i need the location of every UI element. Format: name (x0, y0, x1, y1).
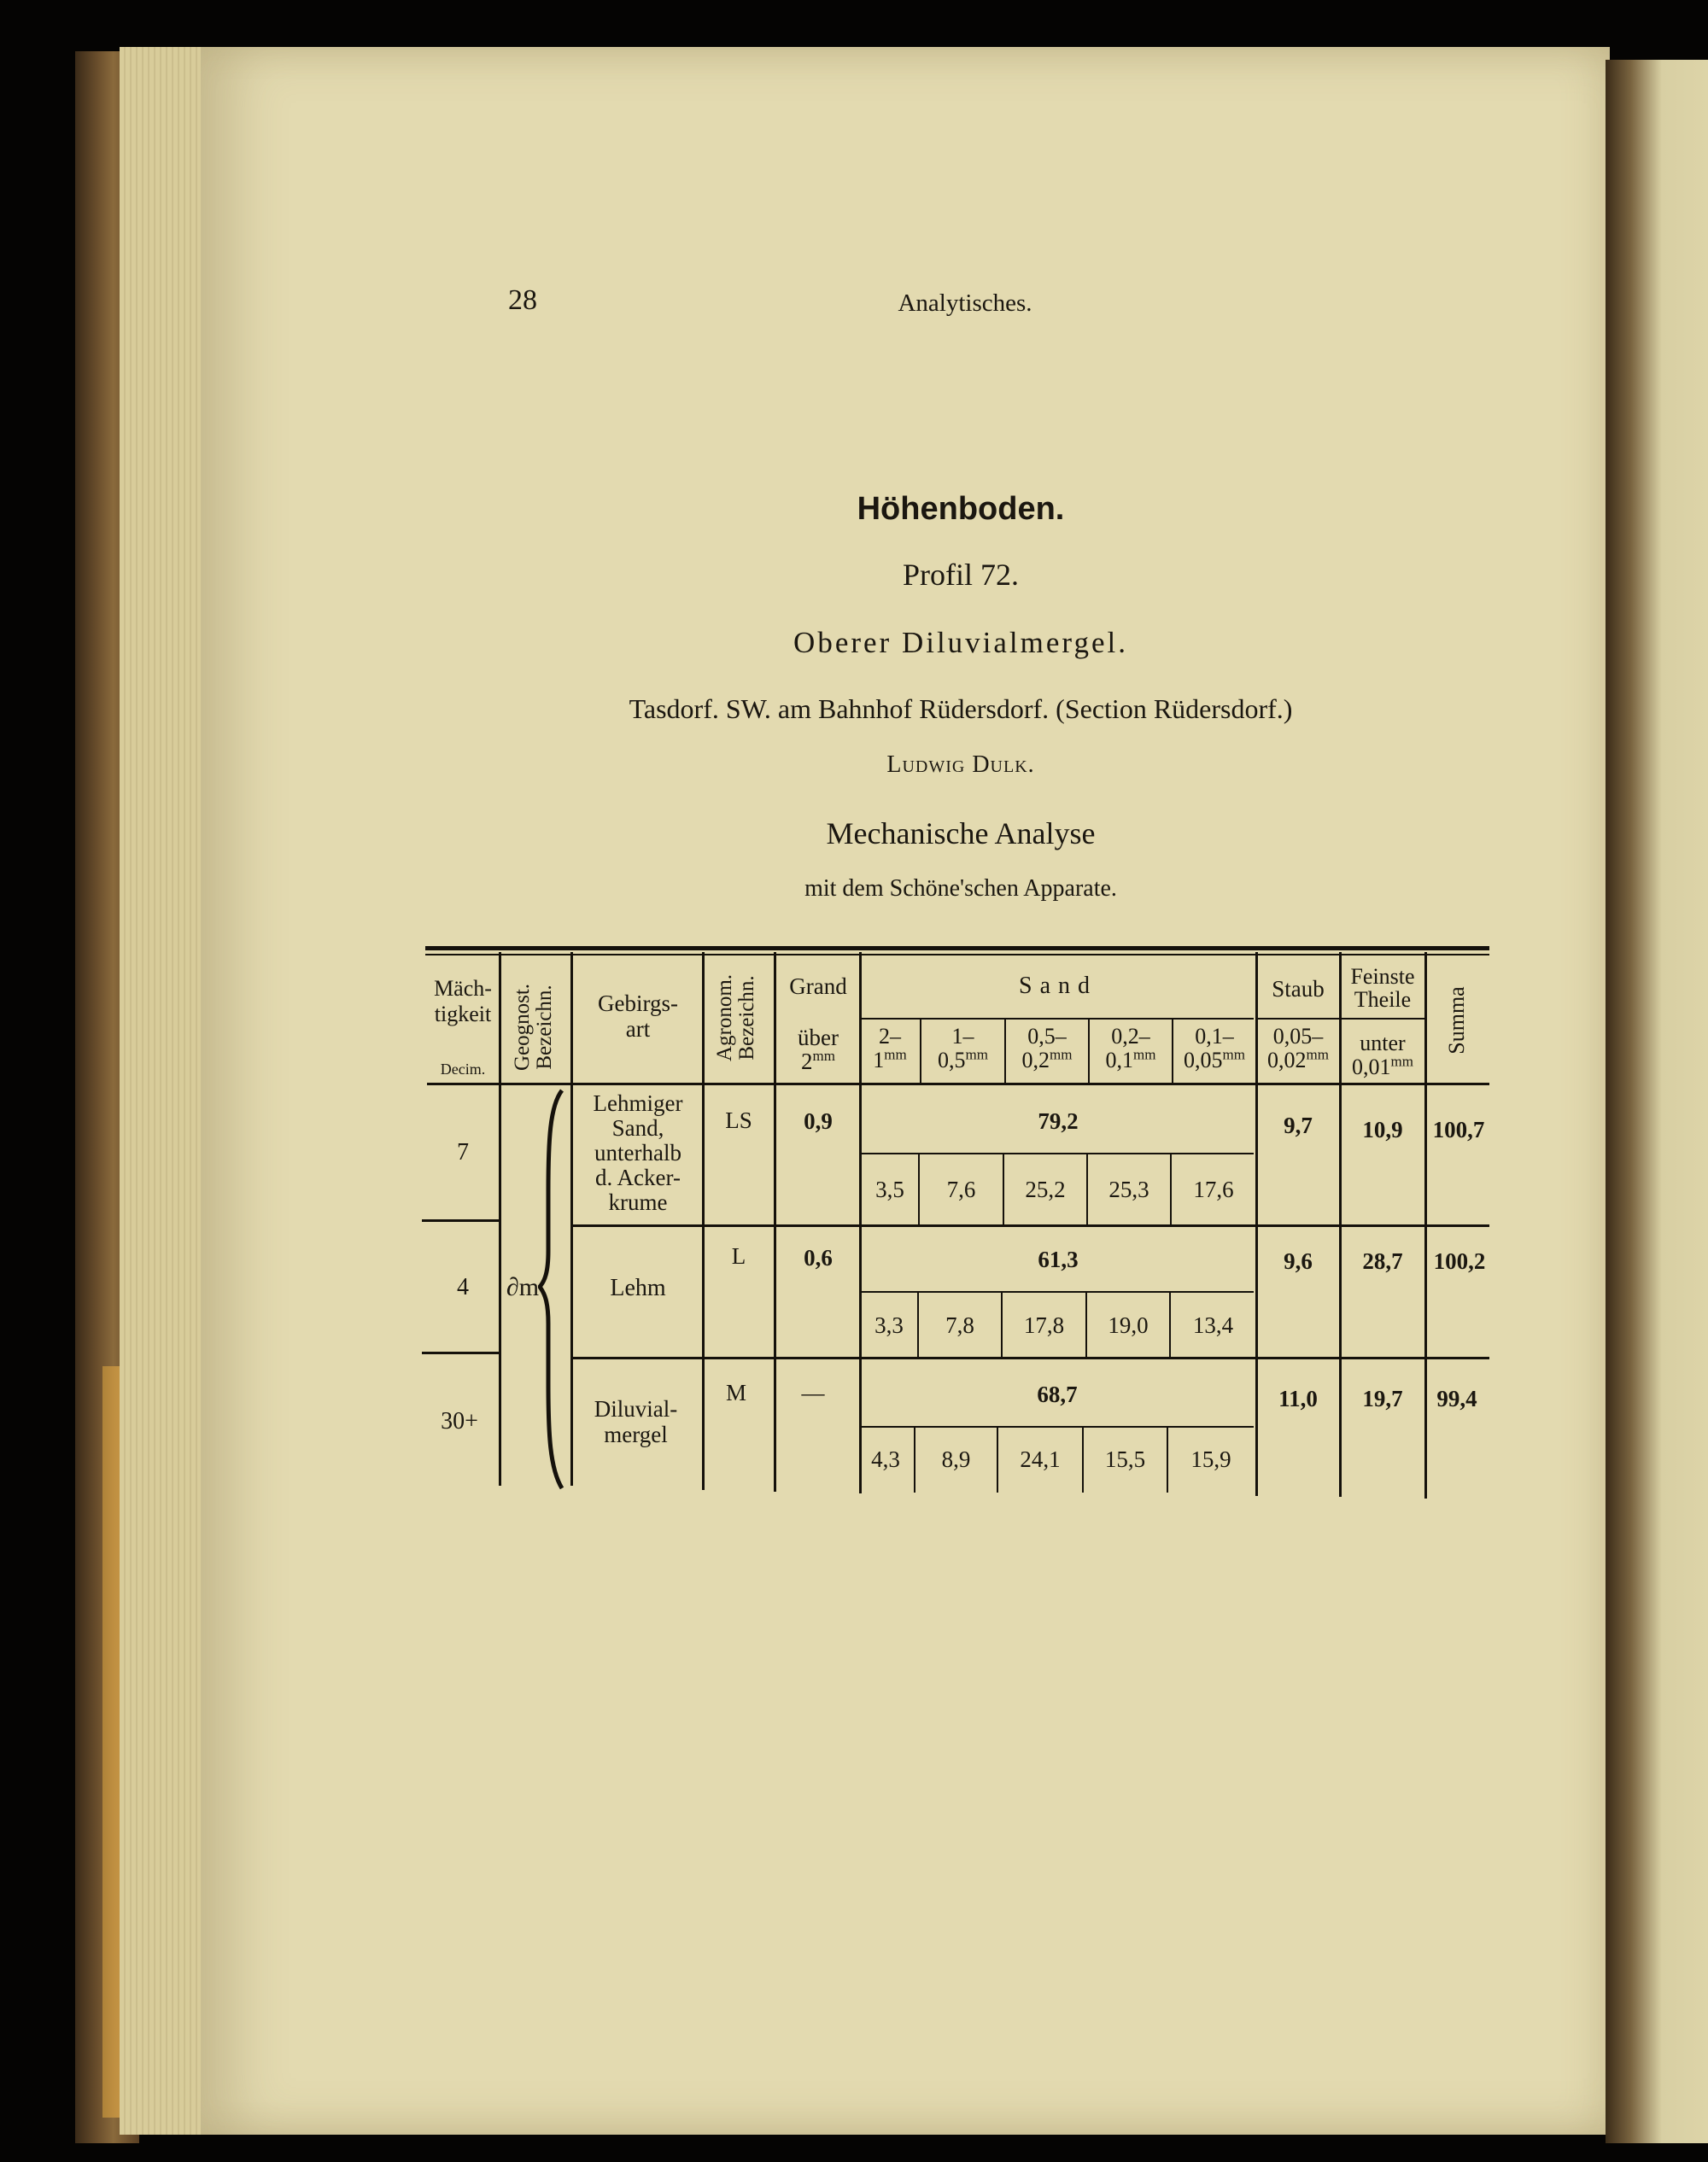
header-maechtigkeit: Mäch- tigkeit (434, 976, 492, 1026)
mm-unit: mm (1390, 1053, 1413, 1070)
mm-unit: mm (1222, 1046, 1245, 1063)
row3-staub: 11,0 (1278, 1386, 1318, 1411)
header-sub-rule (1257, 1018, 1339, 1020)
row3-sand-3: 24,1 (1020, 1446, 1061, 1472)
header-summa: Summa (1444, 986, 1469, 1055)
sand-total-rule (861, 1153, 1254, 1154)
table-top-rule-thin (425, 954, 1489, 955)
section-title: Höhenboden. (857, 491, 1065, 527)
row1-summa: 100,7 (1432, 1117, 1485, 1142)
row-rule (570, 1357, 1489, 1359)
col-rule (702, 952, 705, 1490)
location-line: Tasdorf. SW. am Bahnhof Rüdersdorf. (Section Rüdersdorf.) (629, 693, 1293, 724)
fraction-top: 2– (879, 1024, 901, 1049)
row1-sand-total: 79,2 (1038, 1108, 1079, 1134)
staub-range-bottom: 0,02 (1267, 1048, 1307, 1072)
fraction-top: 1– (951, 1024, 974, 1049)
mm-unit: mm (965, 1046, 988, 1063)
col-rule (499, 952, 501, 1486)
row3-sand-1: 4,3 (871, 1446, 900, 1472)
row3-sand-5: 15,9 (1190, 1446, 1231, 1472)
row2-sand-2: 7,8 (945, 1312, 974, 1338)
book-page (201, 47, 1610, 2135)
row3-feinste: 19,7 (1362, 1386, 1403, 1411)
row1-sand-5: 17,6 (1193, 1177, 1234, 1202)
mm-unit: mm (1050, 1046, 1073, 1063)
header-decim: Decim. (440, 1061, 486, 1078)
geognost-symbol: ∂m (506, 1273, 540, 1301)
fraction-bottom: 0,1 (1105, 1048, 1134, 1072)
fraction-top: 0,2– (1111, 1024, 1150, 1049)
row3-grand: — (801, 1380, 825, 1405)
fraction-top: 0,5– (1027, 1024, 1067, 1049)
sand-fraction-4 (1090, 1025, 1172, 1072)
fraction-bottom: 0,5 (938, 1048, 966, 1072)
mm-unit: mm (812, 1048, 835, 1064)
header-agronom: Agronom. Bezeichn. (713, 973, 758, 1062)
row2-sand-total: 61,3 (1038, 1247, 1079, 1272)
row2-rock: Lehm (610, 1275, 666, 1301)
sand-fraction-3 (1006, 1025, 1088, 1072)
row1-staub: 9,7 (1284, 1113, 1313, 1138)
row1-sand-3: 25,2 (1025, 1177, 1066, 1202)
fraction-bottom: 1 (873, 1048, 885, 1072)
row-rule (570, 1224, 1489, 1227)
row1-sand-4: 25,3 (1108, 1177, 1149, 1202)
header-sand: Sand (1019, 973, 1097, 999)
header-grand-unit (776, 1049, 860, 1074)
grand-sub-word: über (798, 1025, 839, 1050)
row2-sand-1: 3,3 (874, 1312, 904, 1338)
row2-sand-4: 19,0 (1108, 1312, 1149, 1338)
header-sub-rule (1341, 1018, 1424, 1020)
header-grand-sub (776, 1025, 860, 1050)
formation-name: Oberer Diluvialmergel. (793, 626, 1128, 659)
staub-range (1257, 1025, 1339, 1072)
analysis-subtitle: mit dem Schöne'schen Apparate. (804, 875, 1117, 902)
row1-sand-2: 7,6 (946, 1177, 976, 1202)
row2-thickness: 4 (457, 1274, 469, 1300)
header-grand: Grand (789, 973, 847, 999)
sand-total-rule (861, 1291, 1254, 1293)
mm-unit: mm (1133, 1046, 1156, 1063)
feinste-sub-word: unter (1360, 1031, 1406, 1055)
fraction-top: 0,1– (1195, 1024, 1234, 1049)
row3-summa: 99,4 (1436, 1386, 1477, 1411)
staub-range-top: 0,05– (1272, 1024, 1324, 1049)
feinste-range-value: 0,01 (1352, 1055, 1391, 1079)
row1-rock: Lehmiger Sand, unterhalb d. Acker- krume (593, 1090, 683, 1215)
row1-thickness: 7 (457, 1139, 469, 1166)
row1-feinste: 10,9 (1362, 1117, 1403, 1142)
page-number: 28 (508, 284, 537, 316)
grand-unit-value: 2 (801, 1049, 813, 1074)
row2-sand-3: 17,8 (1023, 1312, 1065, 1338)
next-page-edge (1606, 60, 1708, 2143)
row2-grand: 0,6 (804, 1245, 833, 1271)
fraction-bottom: 0,2 (1021, 1048, 1050, 1072)
mm-unit: mm (1306, 1046, 1329, 1063)
header-geognost: Geognost. Bezeichn. (511, 983, 556, 1072)
profile-number: Profil 72. (902, 558, 1019, 592)
analysis-title: Mechanische Analyse (826, 816, 1096, 850)
row1-agronom: LS (725, 1107, 752, 1133)
row2-feinste: 28,7 (1362, 1248, 1403, 1274)
row3-sand-total: 68,7 (1037, 1382, 1078, 1407)
mm-unit: mm (884, 1046, 907, 1063)
sand-fraction-5 (1173, 1025, 1255, 1072)
author-name: Ludwig Dulk. (886, 751, 1035, 778)
row2-sand-5: 13,4 (1192, 1312, 1234, 1338)
row2-staub: 9,6 (1284, 1248, 1313, 1274)
row3-agronom: M (725, 1380, 746, 1405)
geognost-brace (538, 1089, 572, 1490)
sand-total-rule (861, 1426, 1254, 1428)
row3-rock: Diluvial- mergel (594, 1396, 678, 1447)
header-gebirgsart: Gebirgs- art (598, 990, 678, 1042)
feinste-range (1341, 1031, 1424, 1079)
table-top-rule (425, 946, 1489, 950)
header-bottom-rule (427, 1083, 1489, 1085)
header-staub: Staub (1272, 976, 1325, 1002)
sand-fraction-1 (861, 1025, 919, 1072)
row3-sand-4: 15,5 (1104, 1446, 1146, 1472)
fraction-bottom: 0,05 (1184, 1048, 1223, 1072)
row1-sand-1: 3,5 (875, 1177, 904, 1202)
row-rule (422, 1219, 499, 1222)
header-feinste: Feinste Theile (1350, 964, 1415, 1012)
running-head: Analytisches. (898, 289, 1032, 317)
row-rule (422, 1352, 499, 1354)
row2-summa: 100,2 (1433, 1248, 1486, 1274)
row1-grand: 0,9 (804, 1108, 833, 1134)
row2-agronom: L (731, 1243, 746, 1269)
row3-sand-2: 8,9 (941, 1446, 971, 1472)
row3-thickness: 30+ (441, 1408, 478, 1435)
sand-fraction-2 (921, 1025, 1004, 1072)
